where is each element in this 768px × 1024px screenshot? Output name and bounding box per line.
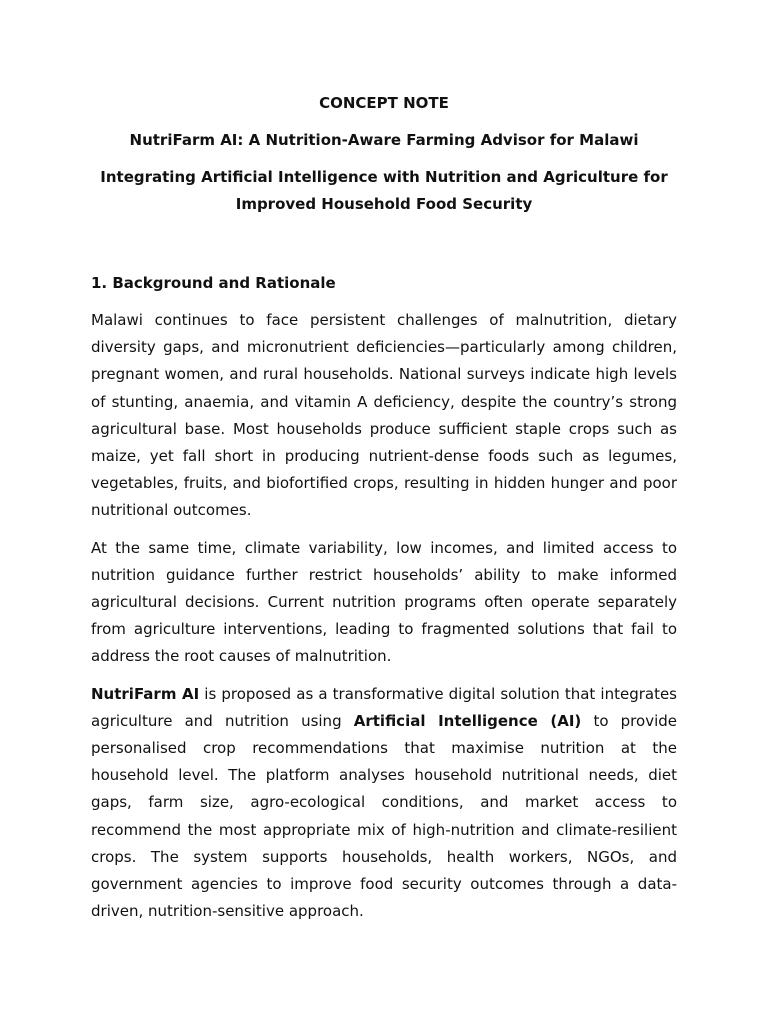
document-subtitle: Integrating Artificial Intelligence with Nutrition and Agriculture for Improved Household Food Security	[100, 168, 668, 213]
paragraph-background-3	[91, 681, 677, 926]
paragraph-background-2: At the same time, climate variability, low incomes, and limited access to nutrition guidance further restrict households’ ability to make informed agricultural decisions. Current nutrition programs often operate separately from agriculture interventions, leading to fragmented solutions that fail to address the root causes of malnutrition.	[91, 538, 677, 666]
ai-term-bold: Artificial Intelligence (AI)	[353, 711, 582, 730]
document-type-label: CONCEPT NOTE	[319, 94, 449, 112]
product-name-bold: NutriFarm AI	[91, 684, 200, 703]
section-heading-background: 1. Background and Rationale	[91, 274, 336, 292]
document-title: NutriFarm AI: A Nutrition-Aware Farming Advisor for Malawi	[129, 131, 639, 149]
paragraph-3-text-2: to provide personalised crop recommendations that maximise nutrition at the household level. The platform analyses household nutritional needs, diet gaps, farm size, agro-ecological conditions, and market access to recommend the most appropriate mix of high-nutrition and climate-resilient crops. The system supports households, health workers, NGOs, and government agencies to improve food security outcomes through a data-driven, nutrition-sensitive approach.	[91, 711, 677, 921]
paragraph-background-1: Malawi continues to face persistent challenges of malnutrition, dietary diversity gaps, and micronutrient deficiencies—particularly among children, pregnant women, and rural households. National surveys indicate high levels of stunting, anaemia, and vitamin A deficiency, despite the country’s strong agricultural base. Most households produce sufficient staple crops such as maize, yet fall short in producing nutrient-dense foods such as legumes, vegetables, fruits, and biofortified crops, resulting in hidden hunger and poor nutritional outcomes.	[91, 311, 677, 520]
paragraph-3-text-1: is proposed as a transformative digital solution that integrates agriculture and nutrition using	[91, 684, 677, 730]
